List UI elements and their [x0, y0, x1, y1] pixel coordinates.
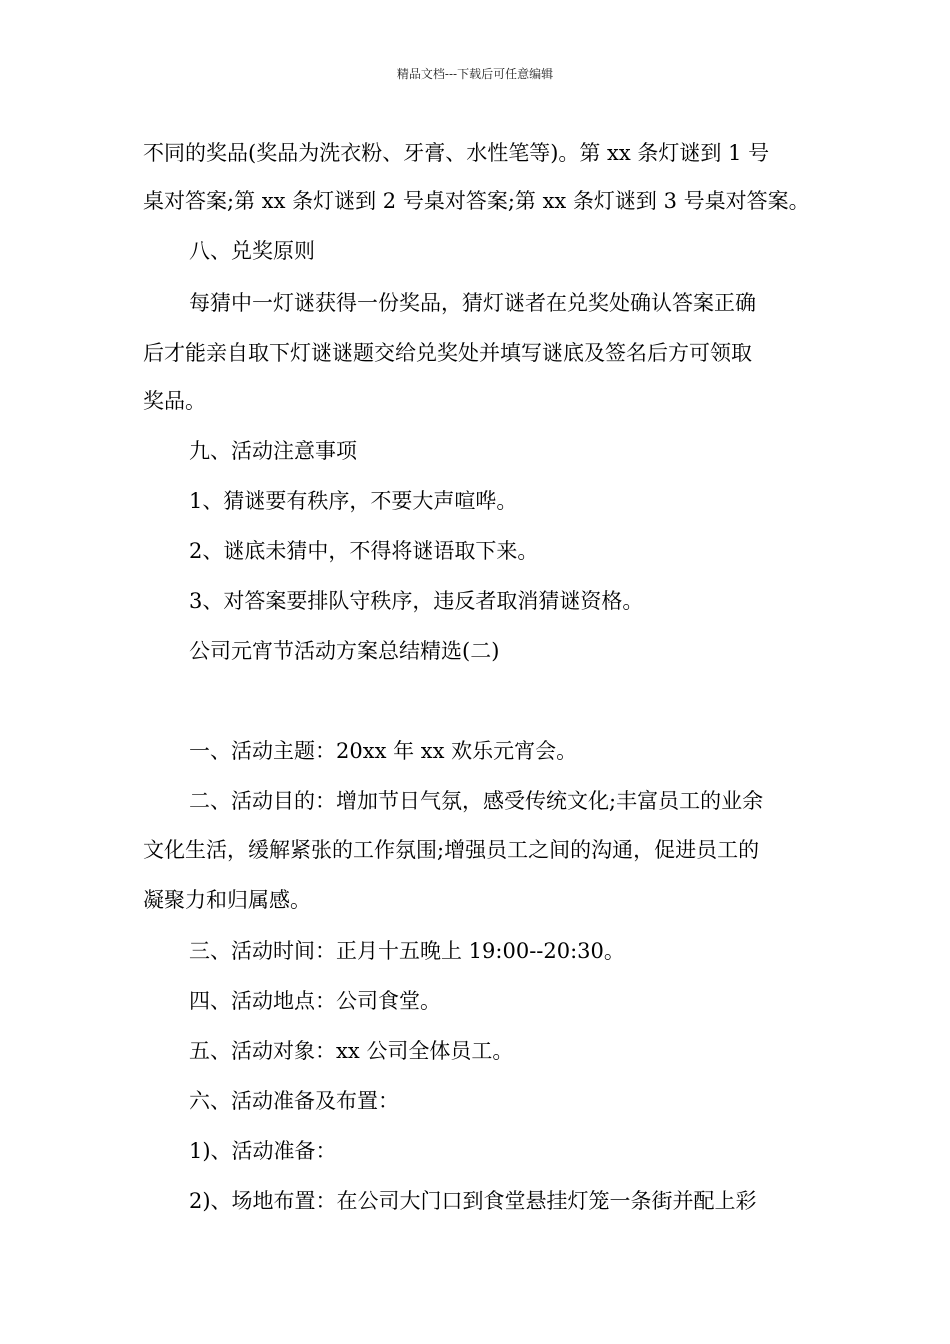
paragraph-line: 不同的奖品(奖品为洗衣粉、牙膏、水性笔等)。第 xx 条灯谜到 1 号	[143, 141, 770, 165]
list-item: 1、猜谜要有秩序，不要大声喧哗。	[189, 489, 518, 513]
section-heading: 三、活动时间：正月十五晚上 19:00--20:30。	[189, 939, 625, 963]
paragraph-line: 每猜中一灯谜获得一份奖品，猜灯谜者在兑奖处确认答案正确	[189, 291, 756, 315]
paragraph-line: 二、活动目的：增加节日气氛，感受传统文化;丰富员工的业余	[189, 789, 764, 813]
list-item: 3、对答案要排队守秩序，违反者取消猜谜资格。	[189, 589, 644, 613]
paragraph-line: 凝聚力和归属感。	[143, 888, 311, 912]
document-subtitle: 公司元宵节活动方案总结精选(二)	[189, 639, 500, 663]
section-heading: 八、兑奖原则	[189, 239, 315, 263]
list-item: 2)、场地布置：在公司大门口到食堂悬挂灯笼一条街并配上彩	[189, 1189, 757, 1213]
paragraph-line: 后才能亲自取下灯谜谜题交给兑奖处并填写谜底及签名后方可领取	[143, 341, 752, 365]
list-item: 1)、活动准备：	[189, 1139, 337, 1163]
section-heading: 五、活动对象：xx 公司全体员工。	[189, 1039, 514, 1063]
paragraph-line: 奖品。	[143, 389, 206, 413]
section-heading: 六、活动准备及布置：	[189, 1089, 399, 1113]
paragraph-line: 桌对答案;第 xx 条灯谜到 2 号桌对答案;第 xx 条灯谜到 3 号桌对答案。	[143, 189, 810, 213]
section-heading: 九、活动注意事项	[189, 439, 357, 463]
section-heading: 一、活动主题：20xx 年 xx 欢乐元宵会。	[189, 739, 578, 763]
list-item: 2、谜底未猜中，不得将谜语取下来。	[189, 539, 539, 563]
page-header: 精品文档---下载后可任意编辑	[396, 67, 554, 81]
section-heading: 四、活动地点：公司食堂。	[189, 989, 441, 1013]
paragraph-line: 文化生活，缓解紧张的工作氛围;增强员工之间的沟通，促进员工的	[143, 838, 760, 862]
